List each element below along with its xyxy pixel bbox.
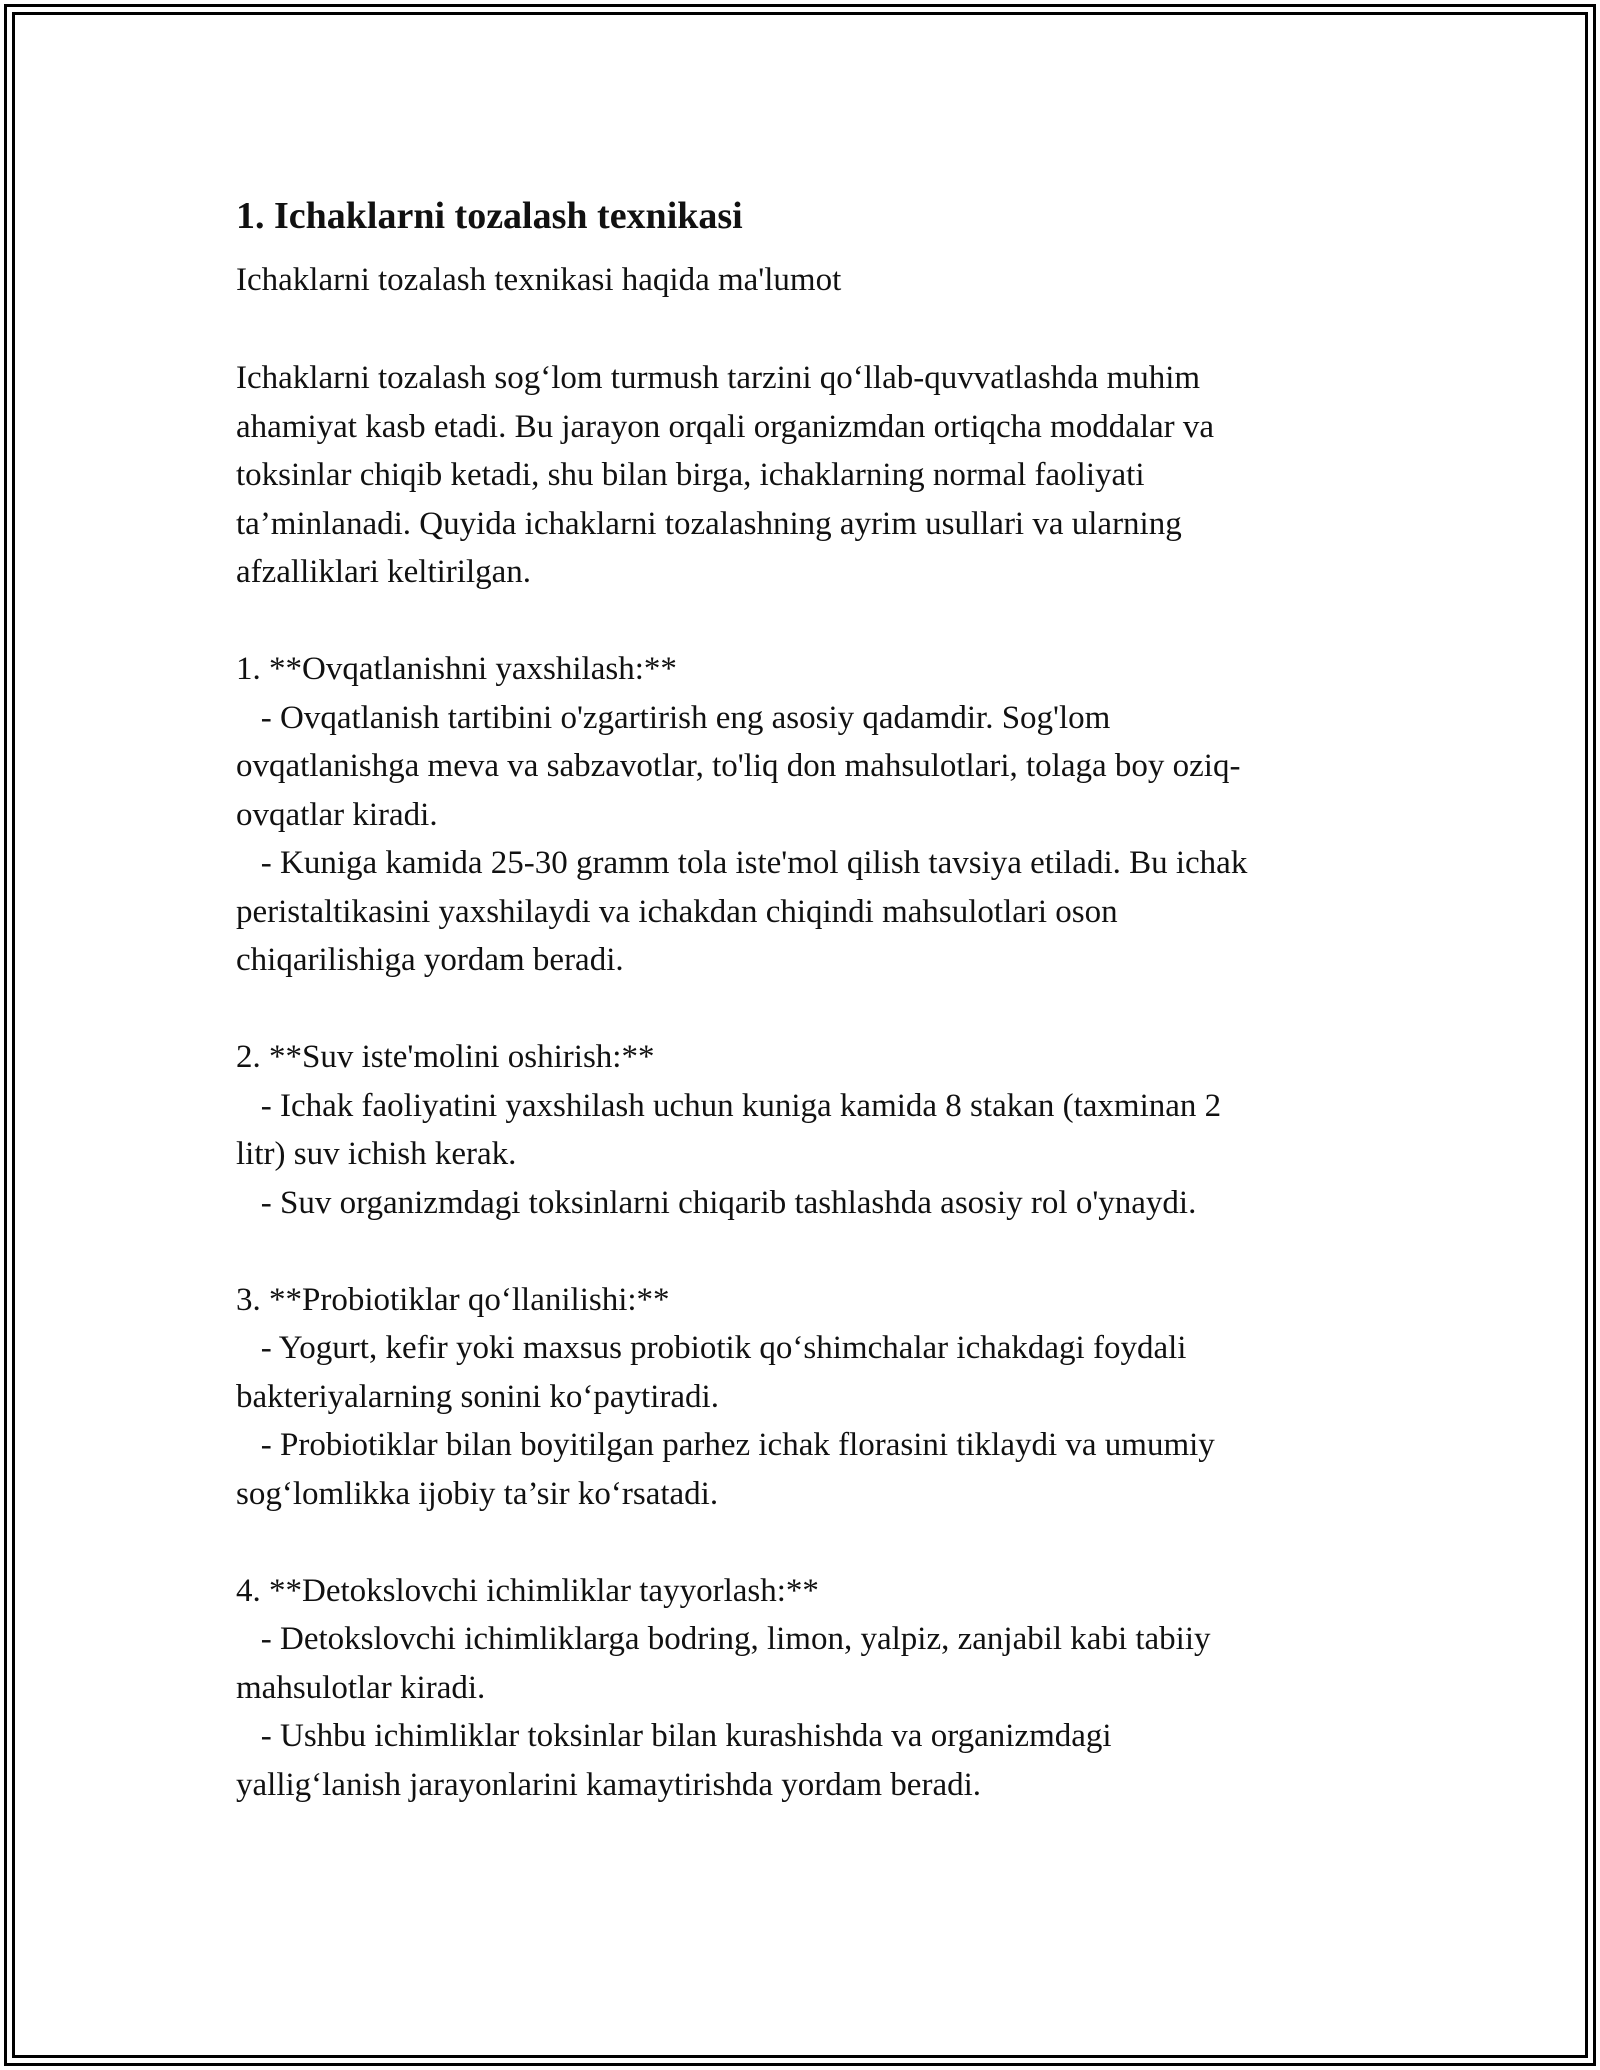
- document-subtitle: Ichaklarni tozalash texnikasi haqida ma'lumot: [236, 262, 842, 298]
- document-content: [236, 188, 1376, 1809]
- document-body: Ichaklarni tozalash sog‘lom turmush tarzini qo‘llab-quvvatlashda muhim ahamiyat kasb etadi. Bu jarayon orqali organizmdan ortiqcha moddalar va toksinlar chiqib ketadi, shu bilan birga, ichaklarning normal faoliyati ta’minlanadi. Quyida ichaklarni tozalashning ayrim usullari va ularning afzalliklari keltirilgan. 1. **Ovqatlanishni yaxshilash:** - Ovqatlanish tartibini o'zgartirish eng asosiy qadamdir. Sog'lom ovqatlanishga meva va sabzavotlar, to'liq don mahsulotlari, tolaga boy oziq- ovqatlar kiradi. - Kuniga kamida 25-30 gramm tola iste'mol qilish tavsiya etiladi. Bu ichak peristaltikasini yaxshilaydi va ichakdan chiqindi mahsulotlari oson chiqarilishiga yordam beradi. 2. **Suv iste'molini oshirish:** - Ichak faoliyatini yaxshilash uchun kuniga kamida 8 stakan (taxminan 2 litr) suv ichish kerak. - Suv organizmdagi toksinlarni chiqarib tashlashda asosiy rol o'ynaydi. 3. **Probiotiklar qo‘llanilishi:** - Yogurt, kefir yoki maxsus probiotik qo‘shimchalar ichakdagi foydali bakteriyalarning sonini ko‘paytiradi. - Probiotiklar bilan boyitilgan parhez ichak florasini tiklaydi va umumiy sog‘lomlikka ijobiy ta’sir ko‘rsatadi. 4. **Detokslovchi ichimliklar tayyorlash:** - Detokslovchi ichimliklarga bodring, limon, yalpiz, zanjabil kabi tabiiy mahsulotlar kiradi. - Ushbu ichimliklar toksinlar bilan kurashishda va organizmdagi yallig‘lanish jarayonlarini kamaytirishda yordam beradi.: [236, 360, 1248, 1803]
- document-heading: 1. Ichaklarni tozalash texnikasi: [236, 195, 743, 237]
